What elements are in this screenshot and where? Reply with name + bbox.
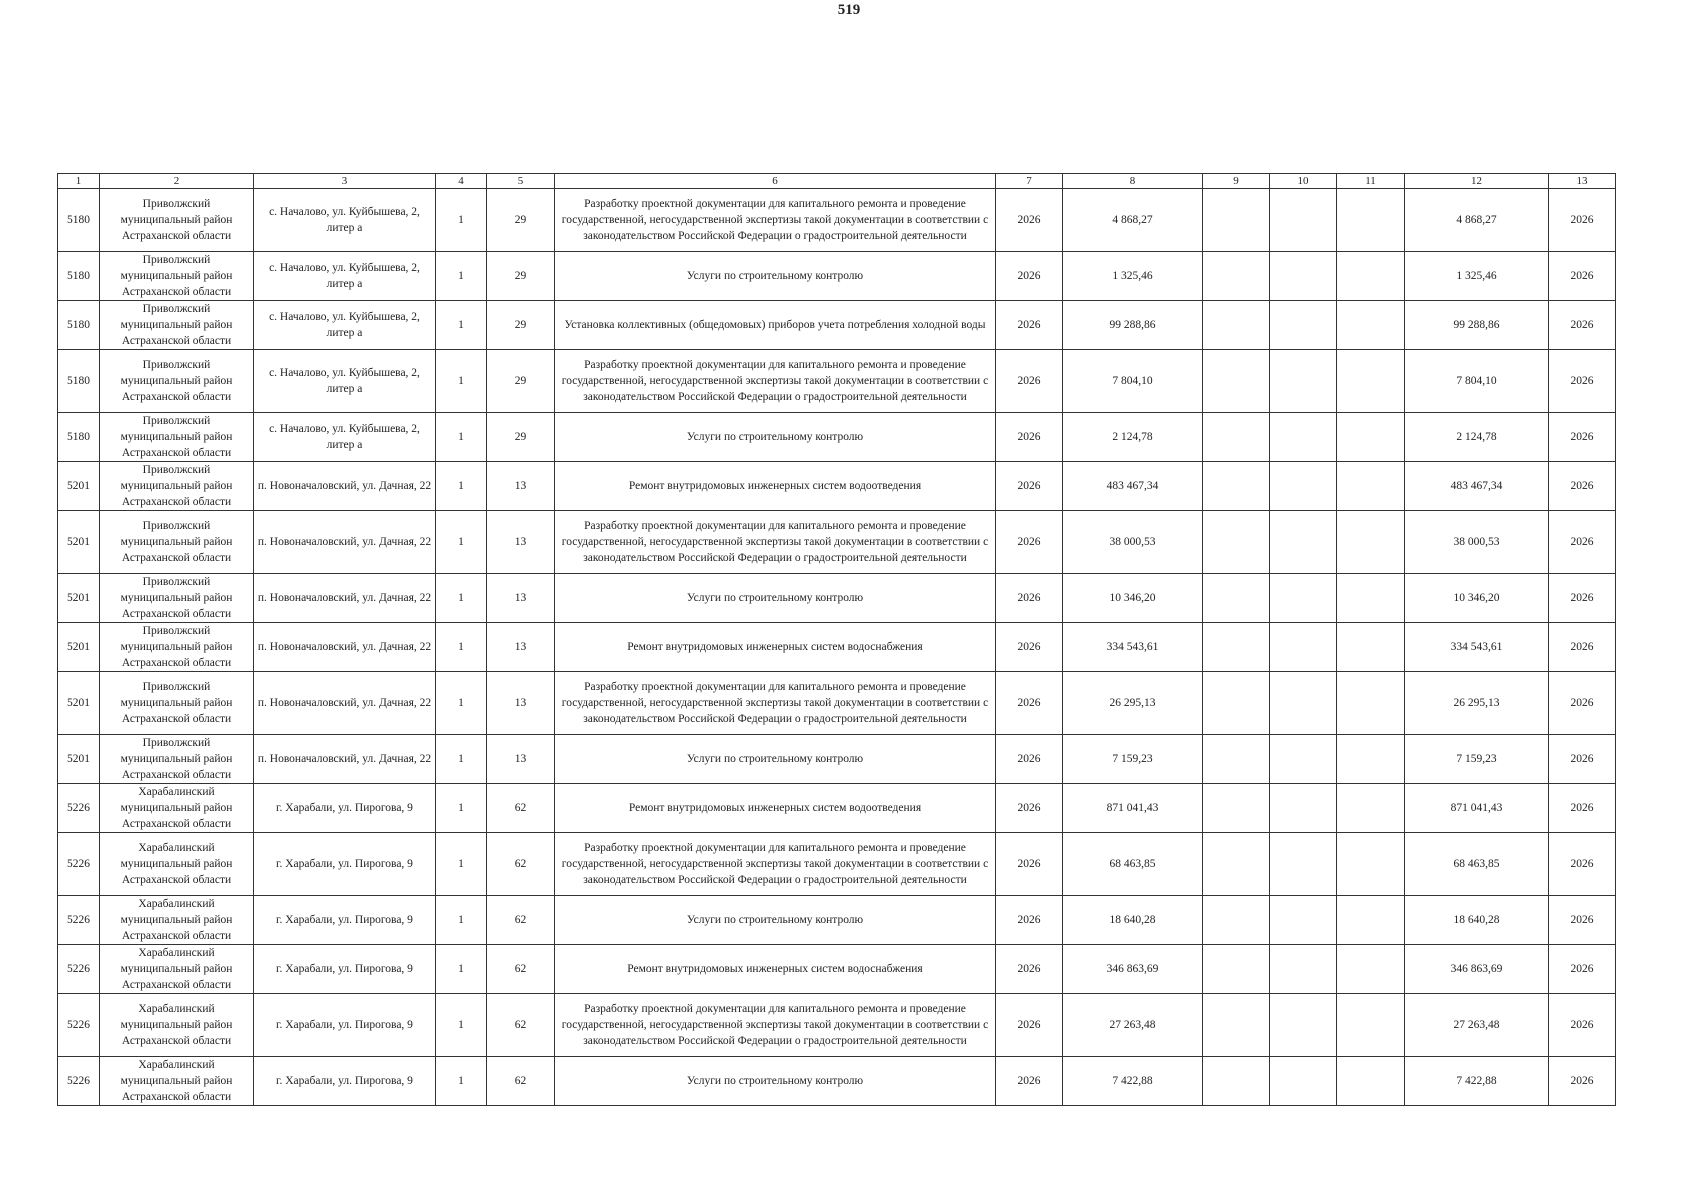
cell-col5: 29 [487,413,555,462]
cell-year: 2026 [996,1057,1063,1106]
cell-address: п. Новоначаловский, ул. Дачная, 22 [254,462,436,511]
cell-district: Приволжский муниципальный район Астраханской области [100,672,254,735]
cell-total: 38 000,53 [1405,511,1549,574]
cell-col5: 62 [487,833,555,896]
cell-record-number: 5226 [58,994,100,1057]
cell-end-year: 2026 [1549,462,1616,511]
cell-address: п. Новоначаловский, ул. Дачная, 22 [254,511,436,574]
cell-col10 [1270,189,1337,252]
table-row [58,574,1616,623]
cell-amount: 334 543,61 [1063,623,1203,672]
cell-district: Приволжский муниципальный район Астраханской области [100,574,254,623]
cell-total: 10 346,20 [1405,574,1549,623]
cell-amount: 68 463,85 [1063,833,1203,896]
cell-year: 2026 [996,574,1063,623]
cell-col4: 1 [436,623,487,672]
cell-total: 7 804,10 [1405,350,1549,413]
cell-address: п. Новоначаловский, ул. Дачная, 22 [254,623,436,672]
cell-col11 [1337,945,1405,994]
cell-col10 [1270,672,1337,735]
cell-col5: 13 [487,462,555,511]
cell-work-type: Ремонт внутридомовых инженерных систем водоотведения [555,462,996,511]
cell-total: 483 467,34 [1405,462,1549,511]
cell-work-type: Разработку проектной документации для капитального ремонта и проведение государственной, негосударственной экспертизы такой документации в соответствии с законодательством Российской Федерации о градостроительной деятельности [555,511,996,574]
cell-record-number: 5226 [58,833,100,896]
cell-col11 [1337,735,1405,784]
cell-col4: 1 [436,735,487,784]
column-header: 10 [1270,174,1337,189]
cell-end-year: 2026 [1549,945,1616,994]
cell-record-number: 5180 [58,301,100,350]
cell-total: 68 463,85 [1405,833,1549,896]
cell-year: 2026 [996,833,1063,896]
cell-end-year: 2026 [1549,189,1616,252]
cell-district: Приволжский муниципальный район Астраханской области [100,735,254,784]
cell-col10 [1270,784,1337,833]
cell-year: 2026 [996,896,1063,945]
cell-amount: 99 288,86 [1063,301,1203,350]
table-row [58,833,1616,896]
cell-col9 [1203,462,1270,511]
cell-col4: 1 [436,301,487,350]
cell-district: Приволжский муниципальный район Астраханской области [100,252,254,301]
cell-record-number: 5180 [58,252,100,301]
column-header: 7 [996,174,1063,189]
cell-district: Приволжский муниципальный район Астраханской области [100,462,254,511]
cell-col10 [1270,896,1337,945]
cell-col11 [1337,413,1405,462]
cell-end-year: 2026 [1549,252,1616,301]
cell-end-year: 2026 [1549,833,1616,896]
table-row [58,1057,1616,1106]
cell-year: 2026 [996,672,1063,735]
column-header: 13 [1549,174,1616,189]
cell-col10 [1270,735,1337,784]
cell-col9 [1203,301,1270,350]
cell-work-type: Разработку проектной документации для капитального ремонта и проведение государственной, негосударственной экспертизы такой документации в соответствии с законодательством Российской Федерации о градостроительной деятельности [555,833,996,896]
cell-col5: 62 [487,1057,555,1106]
cell-end-year: 2026 [1549,574,1616,623]
cell-total: 27 263,48 [1405,994,1549,1057]
cell-end-year: 2026 [1549,1057,1616,1106]
table-row [58,413,1616,462]
cell-address: с. Началово, ул. Куйбышева, 2, литер а [254,350,436,413]
cell-record-number: 5180 [58,189,100,252]
cell-district: Приволжский муниципальный район Астраханской области [100,301,254,350]
cell-col4: 1 [436,784,487,833]
cell-col4: 1 [436,833,487,896]
cell-record-number: 5201 [58,735,100,784]
cell-end-year: 2026 [1549,896,1616,945]
cell-col11 [1337,511,1405,574]
table-row [58,896,1616,945]
cell-record-number: 5226 [58,1057,100,1106]
cell-year: 2026 [996,735,1063,784]
cell-district: Харабалинский муниципальный район Астраханской области [100,784,254,833]
cell-amount: 7 422,88 [1063,1057,1203,1106]
cell-work-type: Услуги по строительному контролю [555,574,996,623]
cell-work-type: Услуги по строительному контролю [555,252,996,301]
cell-col4: 1 [436,350,487,413]
cell-col5: 62 [487,896,555,945]
cell-col10 [1270,413,1337,462]
cell-col11 [1337,189,1405,252]
cell-record-number: 5180 [58,350,100,413]
cell-address: с. Началово, ул. Куйбышева, 2, литер а [254,189,436,252]
cell-col5: 13 [487,511,555,574]
table-row [58,672,1616,735]
cell-address: г. Харабали, ул. Пирогова, 9 [254,994,436,1057]
cell-amount: 2 124,78 [1063,413,1203,462]
cell-amount: 1 325,46 [1063,252,1203,301]
cell-col10 [1270,994,1337,1057]
cell-address: п. Новоначаловский, ул. Дачная, 22 [254,672,436,735]
cell-col11 [1337,784,1405,833]
cell-amount: 26 295,13 [1063,672,1203,735]
cell-district: Приволжский муниципальный район Астраханской области [100,350,254,413]
cell-end-year: 2026 [1549,623,1616,672]
cell-col5: 13 [487,574,555,623]
cell-col11 [1337,301,1405,350]
cell-address: с. Началово, ул. Куйбышева, 2, литер а [254,252,436,301]
cell-total: 2 124,78 [1405,413,1549,462]
cell-total: 871 041,43 [1405,784,1549,833]
cell-district: Харабалинский муниципальный район Астраханской области [100,896,254,945]
cell-col9 [1203,1057,1270,1106]
cell-total: 99 288,86 [1405,301,1549,350]
table-row [58,623,1616,672]
cell-year: 2026 [996,301,1063,350]
cell-address: п. Новоначаловский, ул. Дачная, 22 [254,735,436,784]
cell-district: Харабалинский муниципальный район Астраханской области [100,1057,254,1106]
cell-work-type: Разработку проектной документации для капитального ремонта и проведение государственной, негосударственной экспертизы такой документации в соответствии с законодательством Российской Федерации о градостроительной деятельности [555,350,996,413]
cell-record-number: 5201 [58,462,100,511]
cell-col4: 1 [436,189,487,252]
cell-district: Приволжский муниципальный район Астраханской области [100,511,254,574]
cell-record-number: 5226 [58,896,100,945]
cell-year: 2026 [996,784,1063,833]
column-header: 5 [487,174,555,189]
column-header: 12 [1405,174,1549,189]
cell-col5: 29 [487,189,555,252]
cell-amount: 871 041,43 [1063,784,1203,833]
cell-amount: 18 640,28 [1063,896,1203,945]
table-row [58,735,1616,784]
cell-year: 2026 [996,350,1063,413]
cell-col4: 1 [436,994,487,1057]
cell-col11 [1337,833,1405,896]
cell-col11 [1337,1057,1405,1106]
cell-col11 [1337,252,1405,301]
cell-col10 [1270,574,1337,623]
cell-col4: 1 [436,574,487,623]
cell-col10 [1270,462,1337,511]
cell-address: с. Началово, ул. Куйбышева, 2, литер а [254,301,436,350]
cell-work-type: Разработку проектной документации для капитального ремонта и проведение государственной, негосударственной экспертизы такой документации в соответствии с законодательством Российской Федерации о градостроительной деятельности [555,189,996,252]
cell-record-number: 5180 [58,413,100,462]
cell-col5: 29 [487,301,555,350]
cell-col5: 13 [487,735,555,784]
cell-end-year: 2026 [1549,735,1616,784]
cell-amount: 346 863,69 [1063,945,1203,994]
cell-col4: 1 [436,413,487,462]
cell-col9 [1203,896,1270,945]
cell-address: г. Харабали, ул. Пирогова, 9 [254,1057,436,1106]
cell-district: Харабалинский муниципальный район Астраханской области [100,945,254,994]
cell-year: 2026 [996,511,1063,574]
cell-col4: 1 [436,462,487,511]
cell-col10 [1270,252,1337,301]
cell-col9 [1203,623,1270,672]
cell-col4: 1 [436,252,487,301]
page-number: 519 [837,2,861,18]
cell-col10 [1270,833,1337,896]
cell-col11 [1337,896,1405,945]
cell-total: 334 543,61 [1405,623,1549,672]
table-row [58,462,1616,511]
cell-district: Приволжский муниципальный район Астраханской области [100,623,254,672]
column-header: 4 [436,174,487,189]
cell-amount: 38 000,53 [1063,511,1203,574]
table-row [58,994,1616,1057]
cell-col5: 29 [487,350,555,413]
cell-total: 26 295,13 [1405,672,1549,735]
cell-col11 [1337,672,1405,735]
cell-total: 4 868,27 [1405,189,1549,252]
column-header: 8 [1063,174,1203,189]
cell-col5: 62 [487,994,555,1057]
cell-total: 7 159,23 [1405,735,1549,784]
cell-col5: 29 [487,252,555,301]
cell-record-number: 5226 [58,945,100,994]
cell-district: Приволжский муниципальный район Астраханской области [100,413,254,462]
cell-col10 [1270,1057,1337,1106]
cell-col4: 1 [436,511,487,574]
cell-col4: 1 [436,896,487,945]
cell-total: 18 640,28 [1405,896,1549,945]
cell-end-year: 2026 [1549,784,1616,833]
cell-record-number: 5226 [58,784,100,833]
cell-total: 7 422,88 [1405,1057,1549,1106]
cell-amount: 27 263,48 [1063,994,1203,1057]
cell-end-year: 2026 [1549,350,1616,413]
table-body [58,189,1616,1106]
cell-work-type: Услуги по строительному контролю [555,1057,996,1106]
cell-work-type: Услуги по строительному контролю [555,896,996,945]
cell-col9 [1203,784,1270,833]
cell-col9 [1203,945,1270,994]
cell-col11 [1337,462,1405,511]
cell-work-type: Услуги по строительному контролю [555,413,996,462]
cell-year: 2026 [996,994,1063,1057]
cell-work-type: Услуги по строительному контролю [555,735,996,784]
cell-address: с. Началово, ул. Куйбышева, 2, литер а [254,413,436,462]
cell-work-type: Ремонт внутридомовых инженерных систем водоснабжения [555,945,996,994]
cell-col9 [1203,735,1270,784]
cell-col5: 13 [487,672,555,735]
cell-end-year: 2026 [1549,672,1616,735]
cell-work-type: Разработку проектной документации для капитального ремонта и проведение государственной, негосударственной экспертизы такой документации в соответствии с законодательством Российской Федерации о градостроительной деятельности [555,994,996,1057]
header-row [58,174,1616,189]
cell-col9 [1203,511,1270,574]
cell-col9 [1203,672,1270,735]
cell-col5: 62 [487,784,555,833]
register-table [57,173,1616,1106]
cell-col11 [1337,623,1405,672]
cell-total: 1 325,46 [1405,252,1549,301]
cell-year: 2026 [996,945,1063,994]
cell-address: г. Харабали, ул. Пирогова, 9 [254,945,436,994]
cell-col9 [1203,350,1270,413]
cell-record-number: 5201 [58,574,100,623]
cell-col5: 62 [487,945,555,994]
cell-amount: 7 159,23 [1063,735,1203,784]
column-header: 1 [58,174,100,189]
column-header: 3 [254,174,436,189]
cell-col9 [1203,189,1270,252]
table-row [58,301,1616,350]
cell-district: Харабалинский муниципальный район Астраханской области [100,833,254,896]
cell-year: 2026 [996,413,1063,462]
cell-year: 2026 [996,623,1063,672]
cell-amount: 483 467,34 [1063,462,1203,511]
cell-col11 [1337,574,1405,623]
cell-work-type: Установка коллективных (общедомовых) приборов учета потребления холодной воды [555,301,996,350]
table-row [58,511,1616,574]
cell-col9 [1203,574,1270,623]
cell-address: п. Новоначаловский, ул. Дачная, 22 [254,574,436,623]
cell-col9 [1203,252,1270,301]
cell-col10 [1270,623,1337,672]
table-row [58,945,1616,994]
cell-end-year: 2026 [1549,511,1616,574]
cell-col9 [1203,413,1270,462]
cell-amount: 7 804,10 [1063,350,1203,413]
cell-address: г. Харабали, ул. Пирогова, 9 [254,833,436,896]
cell-record-number: 5201 [58,672,100,735]
column-header: 6 [555,174,996,189]
cell-record-number: 5201 [58,511,100,574]
cell-year: 2026 [996,462,1063,511]
cell-col9 [1203,833,1270,896]
cell-end-year: 2026 [1549,413,1616,462]
cell-end-year: 2026 [1549,301,1616,350]
cell-record-number: 5201 [58,623,100,672]
cell-address: г. Харабали, ул. Пирогова, 9 [254,896,436,945]
cell-col10 [1270,511,1337,574]
cell-col10 [1270,301,1337,350]
column-header: 9 [1203,174,1270,189]
cell-col10 [1270,350,1337,413]
table-row [58,252,1616,301]
table-row [58,189,1616,252]
cell-col4: 1 [436,1057,487,1106]
cell-amount: 10 346,20 [1063,574,1203,623]
table-row [58,350,1616,413]
cell-work-type: Ремонт внутридомовых инженерных систем водоотведения [555,784,996,833]
cell-year: 2026 [996,252,1063,301]
cell-amount: 4 868,27 [1063,189,1203,252]
column-header: 2 [100,174,254,189]
column-header: 11 [1337,174,1405,189]
cell-district: Приволжский муниципальный район Астраханской области [100,189,254,252]
cell-total: 346 863,69 [1405,945,1549,994]
cell-address: г. Харабали, ул. Пирогова, 9 [254,784,436,833]
cell-col10 [1270,945,1337,994]
table-row [58,784,1616,833]
cell-col4: 1 [436,945,487,994]
cell-col11 [1337,350,1405,413]
cell-col4: 1 [436,672,487,735]
cell-col5: 13 [487,623,555,672]
cell-col9 [1203,994,1270,1057]
cell-district: Харабалинский муниципальный район Астраханской области [100,994,254,1057]
cell-year: 2026 [996,189,1063,252]
cell-col11 [1337,994,1405,1057]
cell-end-year: 2026 [1549,994,1616,1057]
cell-work-type: Разработку проектной документации для капитального ремонта и проведение государственной, негосударственной экспертизы такой документации в соответствии с законодательством Российской Федерации о градостроительной деятельности [555,672,996,735]
cell-work-type: Ремонт внутридомовых инженерных систем водоснабжения [555,623,996,672]
